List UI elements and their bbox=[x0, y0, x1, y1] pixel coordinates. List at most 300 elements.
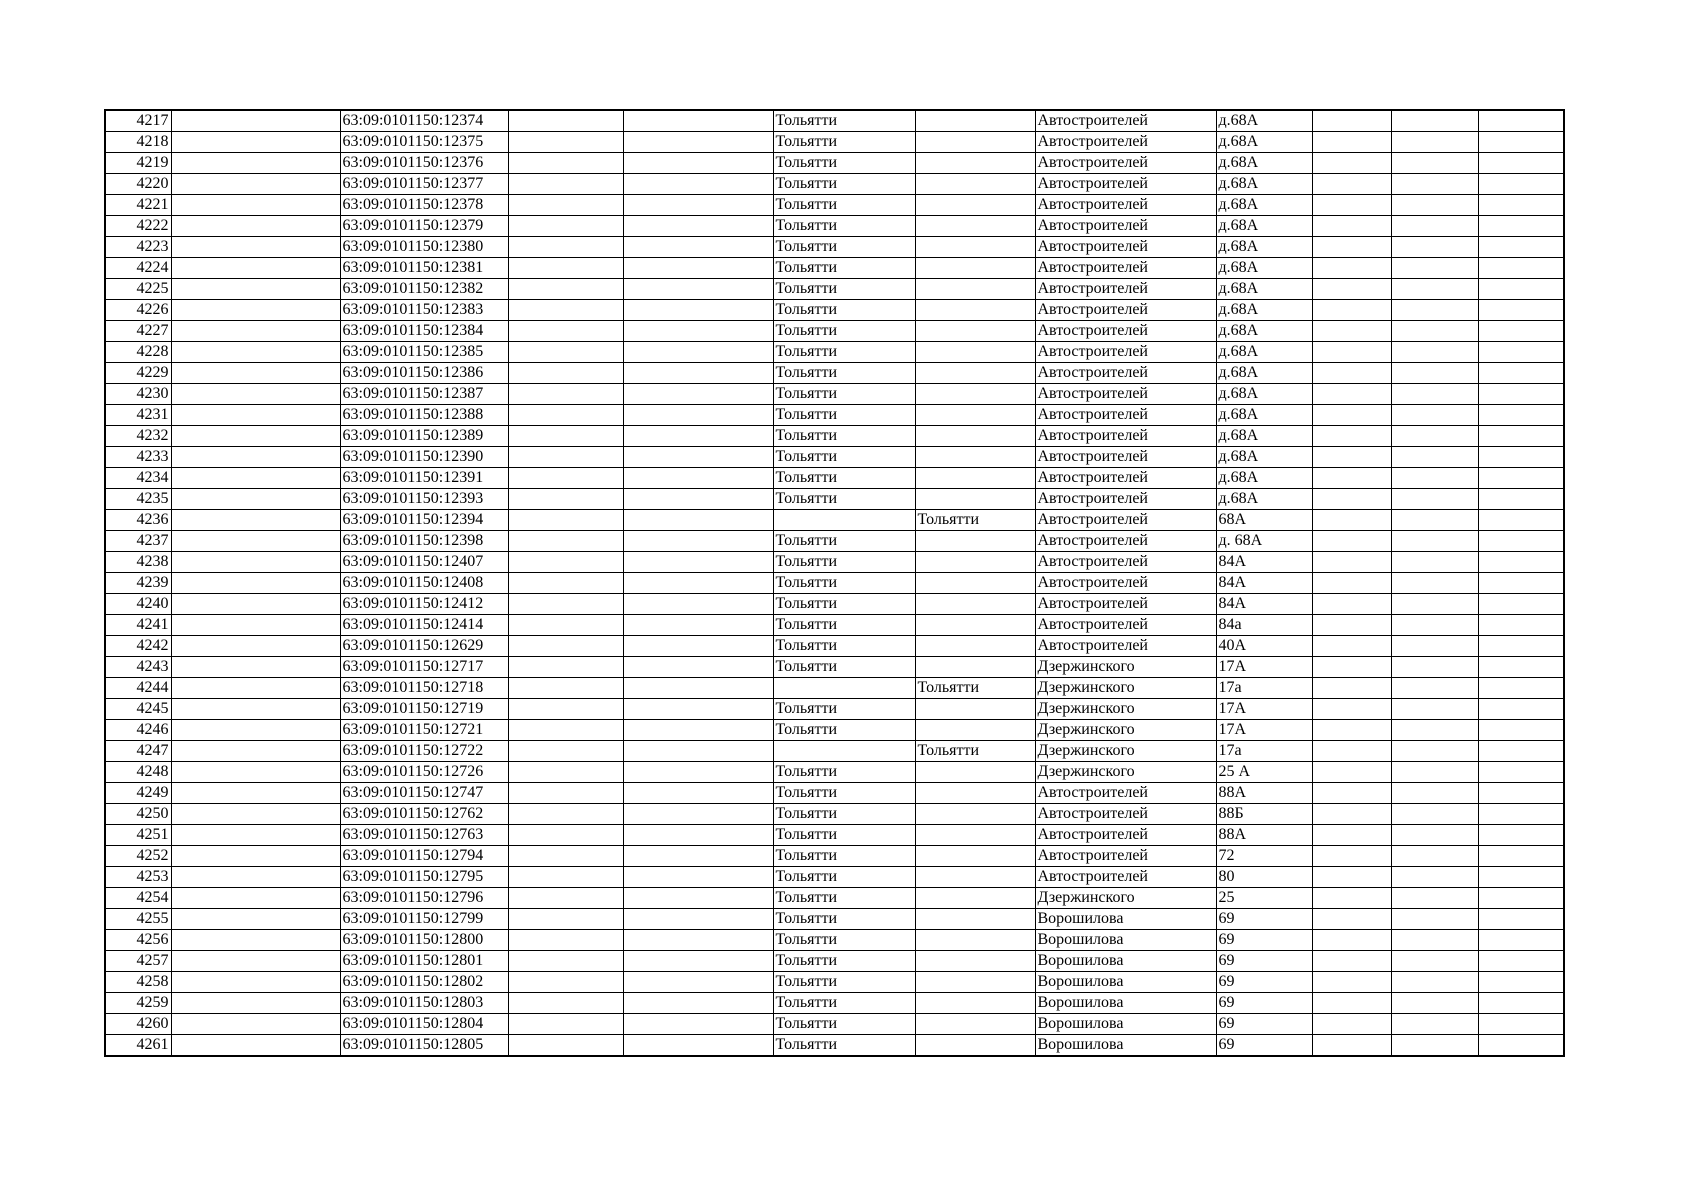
table-row bbox=[105, 930, 1564, 951]
empty-cell bbox=[508, 363, 623, 384]
empty-cell bbox=[1312, 531, 1391, 552]
empty-cell bbox=[508, 615, 623, 636]
empty-cell bbox=[1312, 615, 1391, 636]
empty-cell bbox=[171, 489, 340, 510]
empty-cell bbox=[1478, 489, 1564, 510]
city-alt-cell bbox=[915, 153, 1035, 174]
city-alt-cell bbox=[915, 951, 1035, 972]
table-row bbox=[105, 699, 1564, 720]
cadastral-number-cell: 63:09:0101150:12747 bbox=[340, 783, 508, 804]
table-row bbox=[105, 1035, 1564, 1057]
table-row bbox=[105, 153, 1564, 174]
city-alt-cell bbox=[915, 195, 1035, 216]
street-cell: Ворошилова bbox=[1035, 972, 1216, 993]
street-cell: Автостроителей bbox=[1035, 468, 1216, 489]
empty-cell bbox=[1312, 951, 1391, 972]
street-cell: Автостроителей bbox=[1035, 258, 1216, 279]
empty-cell bbox=[1312, 846, 1391, 867]
empty-cell bbox=[1312, 1014, 1391, 1035]
table-row bbox=[105, 237, 1564, 258]
house-number-cell: 17а bbox=[1216, 678, 1312, 699]
empty-cell bbox=[171, 110, 340, 132]
table-row bbox=[105, 846, 1564, 867]
empty-cell bbox=[508, 825, 623, 846]
empty-cell bbox=[171, 1035, 340, 1057]
row-number-cell: 4247 bbox=[105, 741, 171, 762]
empty-cell bbox=[1391, 1035, 1478, 1057]
empty-cell bbox=[1478, 951, 1564, 972]
empty-cell bbox=[1478, 888, 1564, 909]
empty-cell bbox=[1478, 510, 1564, 531]
row-number-cell: 4230 bbox=[105, 384, 171, 405]
empty-cell bbox=[508, 384, 623, 405]
empty-cell bbox=[508, 426, 623, 447]
city-cell: Тольятти bbox=[773, 825, 915, 846]
row-number-cell: 4221 bbox=[105, 195, 171, 216]
street-cell: Автостроителей bbox=[1035, 384, 1216, 405]
empty-cell bbox=[508, 741, 623, 762]
empty-cell bbox=[623, 405, 773, 426]
empty-cell bbox=[1391, 720, 1478, 741]
empty-cell bbox=[508, 909, 623, 930]
cadastral-number-cell: 63:09:0101150:12762 bbox=[340, 804, 508, 825]
street-cell: Автостроителей bbox=[1035, 867, 1216, 888]
table-row bbox=[105, 867, 1564, 888]
cadastral-number-cell: 63:09:0101150:12377 bbox=[340, 174, 508, 195]
city-alt-cell: Тольятти bbox=[915, 510, 1035, 531]
empty-cell bbox=[1391, 657, 1478, 678]
house-number-cell: д.68А bbox=[1216, 468, 1312, 489]
street-cell: Ворошилова bbox=[1035, 951, 1216, 972]
empty-cell bbox=[1312, 909, 1391, 930]
street-cell: Автостроителей bbox=[1035, 552, 1216, 573]
row-number-cell: 4220 bbox=[105, 174, 171, 195]
city-cell: Тольятти bbox=[773, 972, 915, 993]
row-number-cell: 4241 bbox=[105, 615, 171, 636]
empty-cell bbox=[508, 237, 623, 258]
empty-cell bbox=[1478, 699, 1564, 720]
cadastral-number-cell: 63:09:0101150:12414 bbox=[340, 615, 508, 636]
city-cell: Тольятти bbox=[773, 930, 915, 951]
table-row bbox=[105, 489, 1564, 510]
empty-cell bbox=[623, 573, 773, 594]
city-alt-cell bbox=[915, 783, 1035, 804]
empty-cell bbox=[171, 888, 340, 909]
row-number-cell: 4236 bbox=[105, 510, 171, 531]
empty-cell bbox=[1391, 300, 1478, 321]
city-cell: Тольятти bbox=[773, 573, 915, 594]
empty-cell bbox=[171, 321, 340, 342]
empty-cell bbox=[171, 972, 340, 993]
empty-cell bbox=[1312, 300, 1391, 321]
empty-cell bbox=[1478, 720, 1564, 741]
house-number-cell: д.68А bbox=[1216, 426, 1312, 447]
empty-cell bbox=[623, 195, 773, 216]
empty-cell bbox=[623, 531, 773, 552]
cadastral-number-cell: 63:09:0101150:12803 bbox=[340, 993, 508, 1014]
street-cell: Автостроителей bbox=[1035, 342, 1216, 363]
city-cell: Тольятти bbox=[773, 615, 915, 636]
city-cell: Тольятти bbox=[773, 321, 915, 342]
city-alt-cell bbox=[915, 573, 1035, 594]
empty-cell bbox=[171, 132, 340, 153]
city-alt-cell bbox=[915, 552, 1035, 573]
empty-cell bbox=[1391, 342, 1478, 363]
house-number-cell: 88А bbox=[1216, 825, 1312, 846]
empty-cell bbox=[508, 699, 623, 720]
city-alt-cell bbox=[915, 426, 1035, 447]
city-alt-cell bbox=[915, 489, 1035, 510]
empty-cell bbox=[1391, 237, 1478, 258]
street-cell: Автостроителей bbox=[1035, 783, 1216, 804]
house-number-cell: 69 bbox=[1216, 993, 1312, 1014]
row-number-cell: 4243 bbox=[105, 657, 171, 678]
empty-cell bbox=[1391, 762, 1478, 783]
city-cell: Тольятти bbox=[773, 531, 915, 552]
cadastral-number-cell: 63:09:0101150:12380 bbox=[340, 237, 508, 258]
house-number-cell: 84А bbox=[1216, 573, 1312, 594]
empty-cell bbox=[171, 300, 340, 321]
empty-cell bbox=[1391, 110, 1478, 132]
cadastral-number-cell: 63:09:0101150:12376 bbox=[340, 153, 508, 174]
street-cell: Дзержинского bbox=[1035, 678, 1216, 699]
empty-cell bbox=[1478, 174, 1564, 195]
empty-cell bbox=[171, 195, 340, 216]
city-cell: Тольятти bbox=[773, 489, 915, 510]
table-row bbox=[105, 531, 1564, 552]
house-number-cell: д.68А bbox=[1216, 279, 1312, 300]
row-number-cell: 4259 bbox=[105, 993, 171, 1014]
empty-cell bbox=[623, 1014, 773, 1035]
empty-cell bbox=[1478, 1014, 1564, 1035]
house-number-cell: 84А bbox=[1216, 594, 1312, 615]
empty-cell bbox=[171, 384, 340, 405]
row-number-cell: 4222 bbox=[105, 216, 171, 237]
empty-cell bbox=[171, 657, 340, 678]
empty-cell bbox=[623, 909, 773, 930]
city-cell: Тольятти bbox=[773, 258, 915, 279]
empty-cell bbox=[1312, 153, 1391, 174]
street-cell: Автостроителей bbox=[1035, 510, 1216, 531]
table-row bbox=[105, 363, 1564, 384]
city-cell: Тольятти bbox=[773, 405, 915, 426]
street-cell: Автостроителей bbox=[1035, 174, 1216, 195]
cadastral-number-cell: 63:09:0101150:12763 bbox=[340, 825, 508, 846]
house-number-cell: д.68А bbox=[1216, 174, 1312, 195]
city-alt-cell bbox=[915, 699, 1035, 720]
empty-cell bbox=[1391, 699, 1478, 720]
cadastral-number-cell: 63:09:0101150:12804 bbox=[340, 1014, 508, 1035]
empty-cell bbox=[508, 1014, 623, 1035]
city-cell: Тольятти bbox=[773, 384, 915, 405]
empty-cell bbox=[623, 867, 773, 888]
empty-cell bbox=[1478, 426, 1564, 447]
city-alt-cell bbox=[915, 846, 1035, 867]
empty-cell bbox=[1478, 573, 1564, 594]
empty-cell bbox=[623, 699, 773, 720]
empty-cell bbox=[1312, 783, 1391, 804]
empty-cell bbox=[1391, 783, 1478, 804]
empty-cell bbox=[1391, 1014, 1478, 1035]
empty-cell bbox=[171, 426, 340, 447]
empty-cell bbox=[171, 846, 340, 867]
empty-cell bbox=[171, 237, 340, 258]
city-cell: Тольятти bbox=[773, 993, 915, 1014]
empty-cell bbox=[1312, 699, 1391, 720]
cadastral-number-cell: 63:09:0101150:12391 bbox=[340, 468, 508, 489]
empty-cell bbox=[171, 573, 340, 594]
street-cell: Автостроителей bbox=[1035, 594, 1216, 615]
empty-cell bbox=[508, 510, 623, 531]
empty-cell bbox=[623, 888, 773, 909]
city-alt-cell bbox=[915, 216, 1035, 237]
table-row bbox=[105, 195, 1564, 216]
house-number-cell: д. 68А bbox=[1216, 531, 1312, 552]
house-number-cell: д.68А bbox=[1216, 384, 1312, 405]
empty-cell bbox=[171, 279, 340, 300]
house-number-cell: 69 bbox=[1216, 909, 1312, 930]
empty-cell bbox=[171, 804, 340, 825]
city-cell: Тольятти bbox=[773, 1035, 915, 1057]
empty-cell bbox=[171, 741, 340, 762]
empty-cell bbox=[1391, 951, 1478, 972]
empty-cell bbox=[171, 342, 340, 363]
registry-table bbox=[104, 109, 1565, 1057]
street-cell: Автостроителей bbox=[1035, 489, 1216, 510]
empty-cell bbox=[1478, 678, 1564, 699]
empty-cell bbox=[1478, 195, 1564, 216]
row-number-cell: 4227 bbox=[105, 321, 171, 342]
empty-cell bbox=[171, 594, 340, 615]
empty-cell bbox=[1391, 930, 1478, 951]
street-cell: Дзержинского bbox=[1035, 888, 1216, 909]
empty-cell bbox=[1478, 216, 1564, 237]
cadastral-number-cell: 63:09:0101150:12801 bbox=[340, 951, 508, 972]
empty-cell bbox=[1391, 741, 1478, 762]
street-cell: Автостроителей bbox=[1035, 405, 1216, 426]
empty-cell bbox=[1391, 846, 1478, 867]
empty-cell bbox=[1391, 678, 1478, 699]
empty-cell bbox=[171, 636, 340, 657]
table-row bbox=[105, 300, 1564, 321]
city-alt-cell bbox=[915, 110, 1035, 132]
table-row bbox=[105, 174, 1564, 195]
empty-cell bbox=[1312, 573, 1391, 594]
empty-cell bbox=[171, 363, 340, 384]
street-cell: Автостроителей bbox=[1035, 132, 1216, 153]
city-alt-cell bbox=[915, 930, 1035, 951]
table-row bbox=[105, 573, 1564, 594]
empty-cell bbox=[623, 594, 773, 615]
table-row bbox=[105, 552, 1564, 573]
city-alt-cell bbox=[915, 993, 1035, 1014]
empty-cell bbox=[1478, 762, 1564, 783]
empty-cell bbox=[623, 426, 773, 447]
empty-cell bbox=[623, 993, 773, 1014]
city-cell: Тольятти bbox=[773, 720, 915, 741]
empty-cell bbox=[1478, 468, 1564, 489]
house-number-cell: 69 bbox=[1216, 951, 1312, 972]
empty-cell bbox=[623, 258, 773, 279]
empty-cell bbox=[171, 552, 340, 573]
table-row bbox=[105, 321, 1564, 342]
table-row bbox=[105, 951, 1564, 972]
row-number-cell: 4256 bbox=[105, 930, 171, 951]
street-cell: Автостроителей bbox=[1035, 110, 1216, 132]
empty-cell bbox=[1478, 825, 1564, 846]
house-number-cell: д.68А bbox=[1216, 447, 1312, 468]
street-cell: Автостроителей bbox=[1035, 636, 1216, 657]
house-number-cell: 69 bbox=[1216, 930, 1312, 951]
table-row bbox=[105, 1014, 1564, 1035]
empty-cell bbox=[171, 909, 340, 930]
empty-cell bbox=[171, 825, 340, 846]
street-cell: Ворошилова bbox=[1035, 993, 1216, 1014]
street-cell: Ворошилова bbox=[1035, 1035, 1216, 1057]
empty-cell bbox=[508, 678, 623, 699]
empty-cell bbox=[623, 804, 773, 825]
street-cell: Автостроителей bbox=[1035, 195, 1216, 216]
city-cell: Тольятти bbox=[773, 447, 915, 468]
empty-cell bbox=[171, 615, 340, 636]
empty-cell bbox=[1391, 174, 1478, 195]
house-number-cell: 17А bbox=[1216, 657, 1312, 678]
city-alt-cell bbox=[915, 909, 1035, 930]
empty-cell bbox=[508, 804, 623, 825]
city-cell: Тольятти bbox=[773, 783, 915, 804]
city-cell: Тольятти bbox=[773, 426, 915, 447]
empty-cell bbox=[623, 110, 773, 132]
city-cell: Тольятти bbox=[773, 762, 915, 783]
empty-cell bbox=[1478, 279, 1564, 300]
empty-cell bbox=[1312, 762, 1391, 783]
empty-cell bbox=[1312, 405, 1391, 426]
table-row bbox=[105, 510, 1564, 531]
empty-cell bbox=[1391, 384, 1478, 405]
row-number-cell: 4226 bbox=[105, 300, 171, 321]
cadastral-number-cell: 63:09:0101150:12378 bbox=[340, 195, 508, 216]
empty-cell bbox=[171, 447, 340, 468]
city-alt-cell bbox=[915, 279, 1035, 300]
empty-cell bbox=[1312, 594, 1391, 615]
street-cell: Дзержинского bbox=[1035, 741, 1216, 762]
city-alt-cell: Тольятти bbox=[915, 678, 1035, 699]
street-cell: Ворошилова bbox=[1035, 909, 1216, 930]
house-number-cell: д.68А bbox=[1216, 195, 1312, 216]
city-cell: Тольятти bbox=[773, 846, 915, 867]
cadastral-number-cell: 63:09:0101150:12799 bbox=[340, 909, 508, 930]
empty-cell bbox=[508, 951, 623, 972]
city-cell bbox=[773, 678, 915, 699]
street-cell: Автостроителей bbox=[1035, 447, 1216, 468]
city-alt-cell bbox=[915, 174, 1035, 195]
street-cell: Автостроителей bbox=[1035, 300, 1216, 321]
empty-cell bbox=[623, 237, 773, 258]
empty-cell bbox=[171, 867, 340, 888]
row-number-cell: 4261 bbox=[105, 1035, 171, 1057]
empty-cell bbox=[1391, 867, 1478, 888]
table-row bbox=[105, 657, 1564, 678]
row-number-cell: 4257 bbox=[105, 951, 171, 972]
empty-cell bbox=[1478, 993, 1564, 1014]
house-number-cell: 40А bbox=[1216, 636, 1312, 657]
empty-cell bbox=[171, 258, 340, 279]
empty-cell bbox=[1312, 972, 1391, 993]
house-number-cell: д.68А bbox=[1216, 132, 1312, 153]
city-cell bbox=[773, 741, 915, 762]
city-alt-cell bbox=[915, 615, 1035, 636]
street-cell: Дзержинского bbox=[1035, 699, 1216, 720]
cadastral-number-cell: 63:09:0101150:12795 bbox=[340, 867, 508, 888]
empty-cell bbox=[1312, 426, 1391, 447]
city-alt-cell bbox=[915, 762, 1035, 783]
house-number-cell: 69 bbox=[1216, 972, 1312, 993]
row-number-cell: 4232 bbox=[105, 426, 171, 447]
house-number-cell: 25 bbox=[1216, 888, 1312, 909]
street-cell: Дзержинского bbox=[1035, 720, 1216, 741]
empty-cell bbox=[1312, 888, 1391, 909]
empty-cell bbox=[1312, 342, 1391, 363]
empty-cell bbox=[1391, 258, 1478, 279]
empty-cell bbox=[1391, 531, 1478, 552]
table-row bbox=[105, 110, 1564, 132]
row-number-cell: 4231 bbox=[105, 405, 171, 426]
empty-cell bbox=[623, 615, 773, 636]
empty-cell bbox=[508, 888, 623, 909]
house-number-cell: 88А bbox=[1216, 783, 1312, 804]
empty-cell bbox=[508, 930, 623, 951]
city-alt-cell bbox=[915, 384, 1035, 405]
row-number-cell: 4238 bbox=[105, 552, 171, 573]
empty-cell bbox=[508, 300, 623, 321]
street-cell: Автостроителей bbox=[1035, 321, 1216, 342]
city-alt-cell bbox=[915, 300, 1035, 321]
cadastral-number-cell: 63:09:0101150:12407 bbox=[340, 552, 508, 573]
empty-cell bbox=[1478, 132, 1564, 153]
city-cell: Тольятти bbox=[773, 951, 915, 972]
empty-cell bbox=[1391, 510, 1478, 531]
cadastral-number-cell: 63:09:0101150:12719 bbox=[340, 699, 508, 720]
street-cell: Автостроителей bbox=[1035, 237, 1216, 258]
table-row bbox=[105, 762, 1564, 783]
empty-cell bbox=[1312, 258, 1391, 279]
table-row bbox=[105, 342, 1564, 363]
cadastral-number-cell: 63:09:0101150:12394 bbox=[340, 510, 508, 531]
table-row bbox=[105, 993, 1564, 1014]
city-alt-cell bbox=[915, 657, 1035, 678]
empty-cell bbox=[623, 657, 773, 678]
empty-cell bbox=[508, 342, 623, 363]
house-number-cell: 17А bbox=[1216, 699, 1312, 720]
empty-cell bbox=[1478, 594, 1564, 615]
empty-cell bbox=[508, 279, 623, 300]
empty-cell bbox=[1312, 825, 1391, 846]
table-row bbox=[105, 615, 1564, 636]
cadastral-number-cell: 63:09:0101150:12388 bbox=[340, 405, 508, 426]
empty-cell bbox=[1312, 636, 1391, 657]
house-number-cell: 68А bbox=[1216, 510, 1312, 531]
table-row bbox=[105, 384, 1564, 405]
city-alt-cell bbox=[915, 258, 1035, 279]
house-number-cell: д.68А bbox=[1216, 321, 1312, 342]
empty-cell bbox=[508, 552, 623, 573]
cadastral-number-cell: 63:09:0101150:12393 bbox=[340, 489, 508, 510]
cadastral-number-cell: 63:09:0101150:12721 bbox=[340, 720, 508, 741]
empty-cell bbox=[1478, 258, 1564, 279]
empty-cell bbox=[1478, 321, 1564, 342]
empty-cell bbox=[1312, 552, 1391, 573]
city-cell: Тольятти bbox=[773, 804, 915, 825]
